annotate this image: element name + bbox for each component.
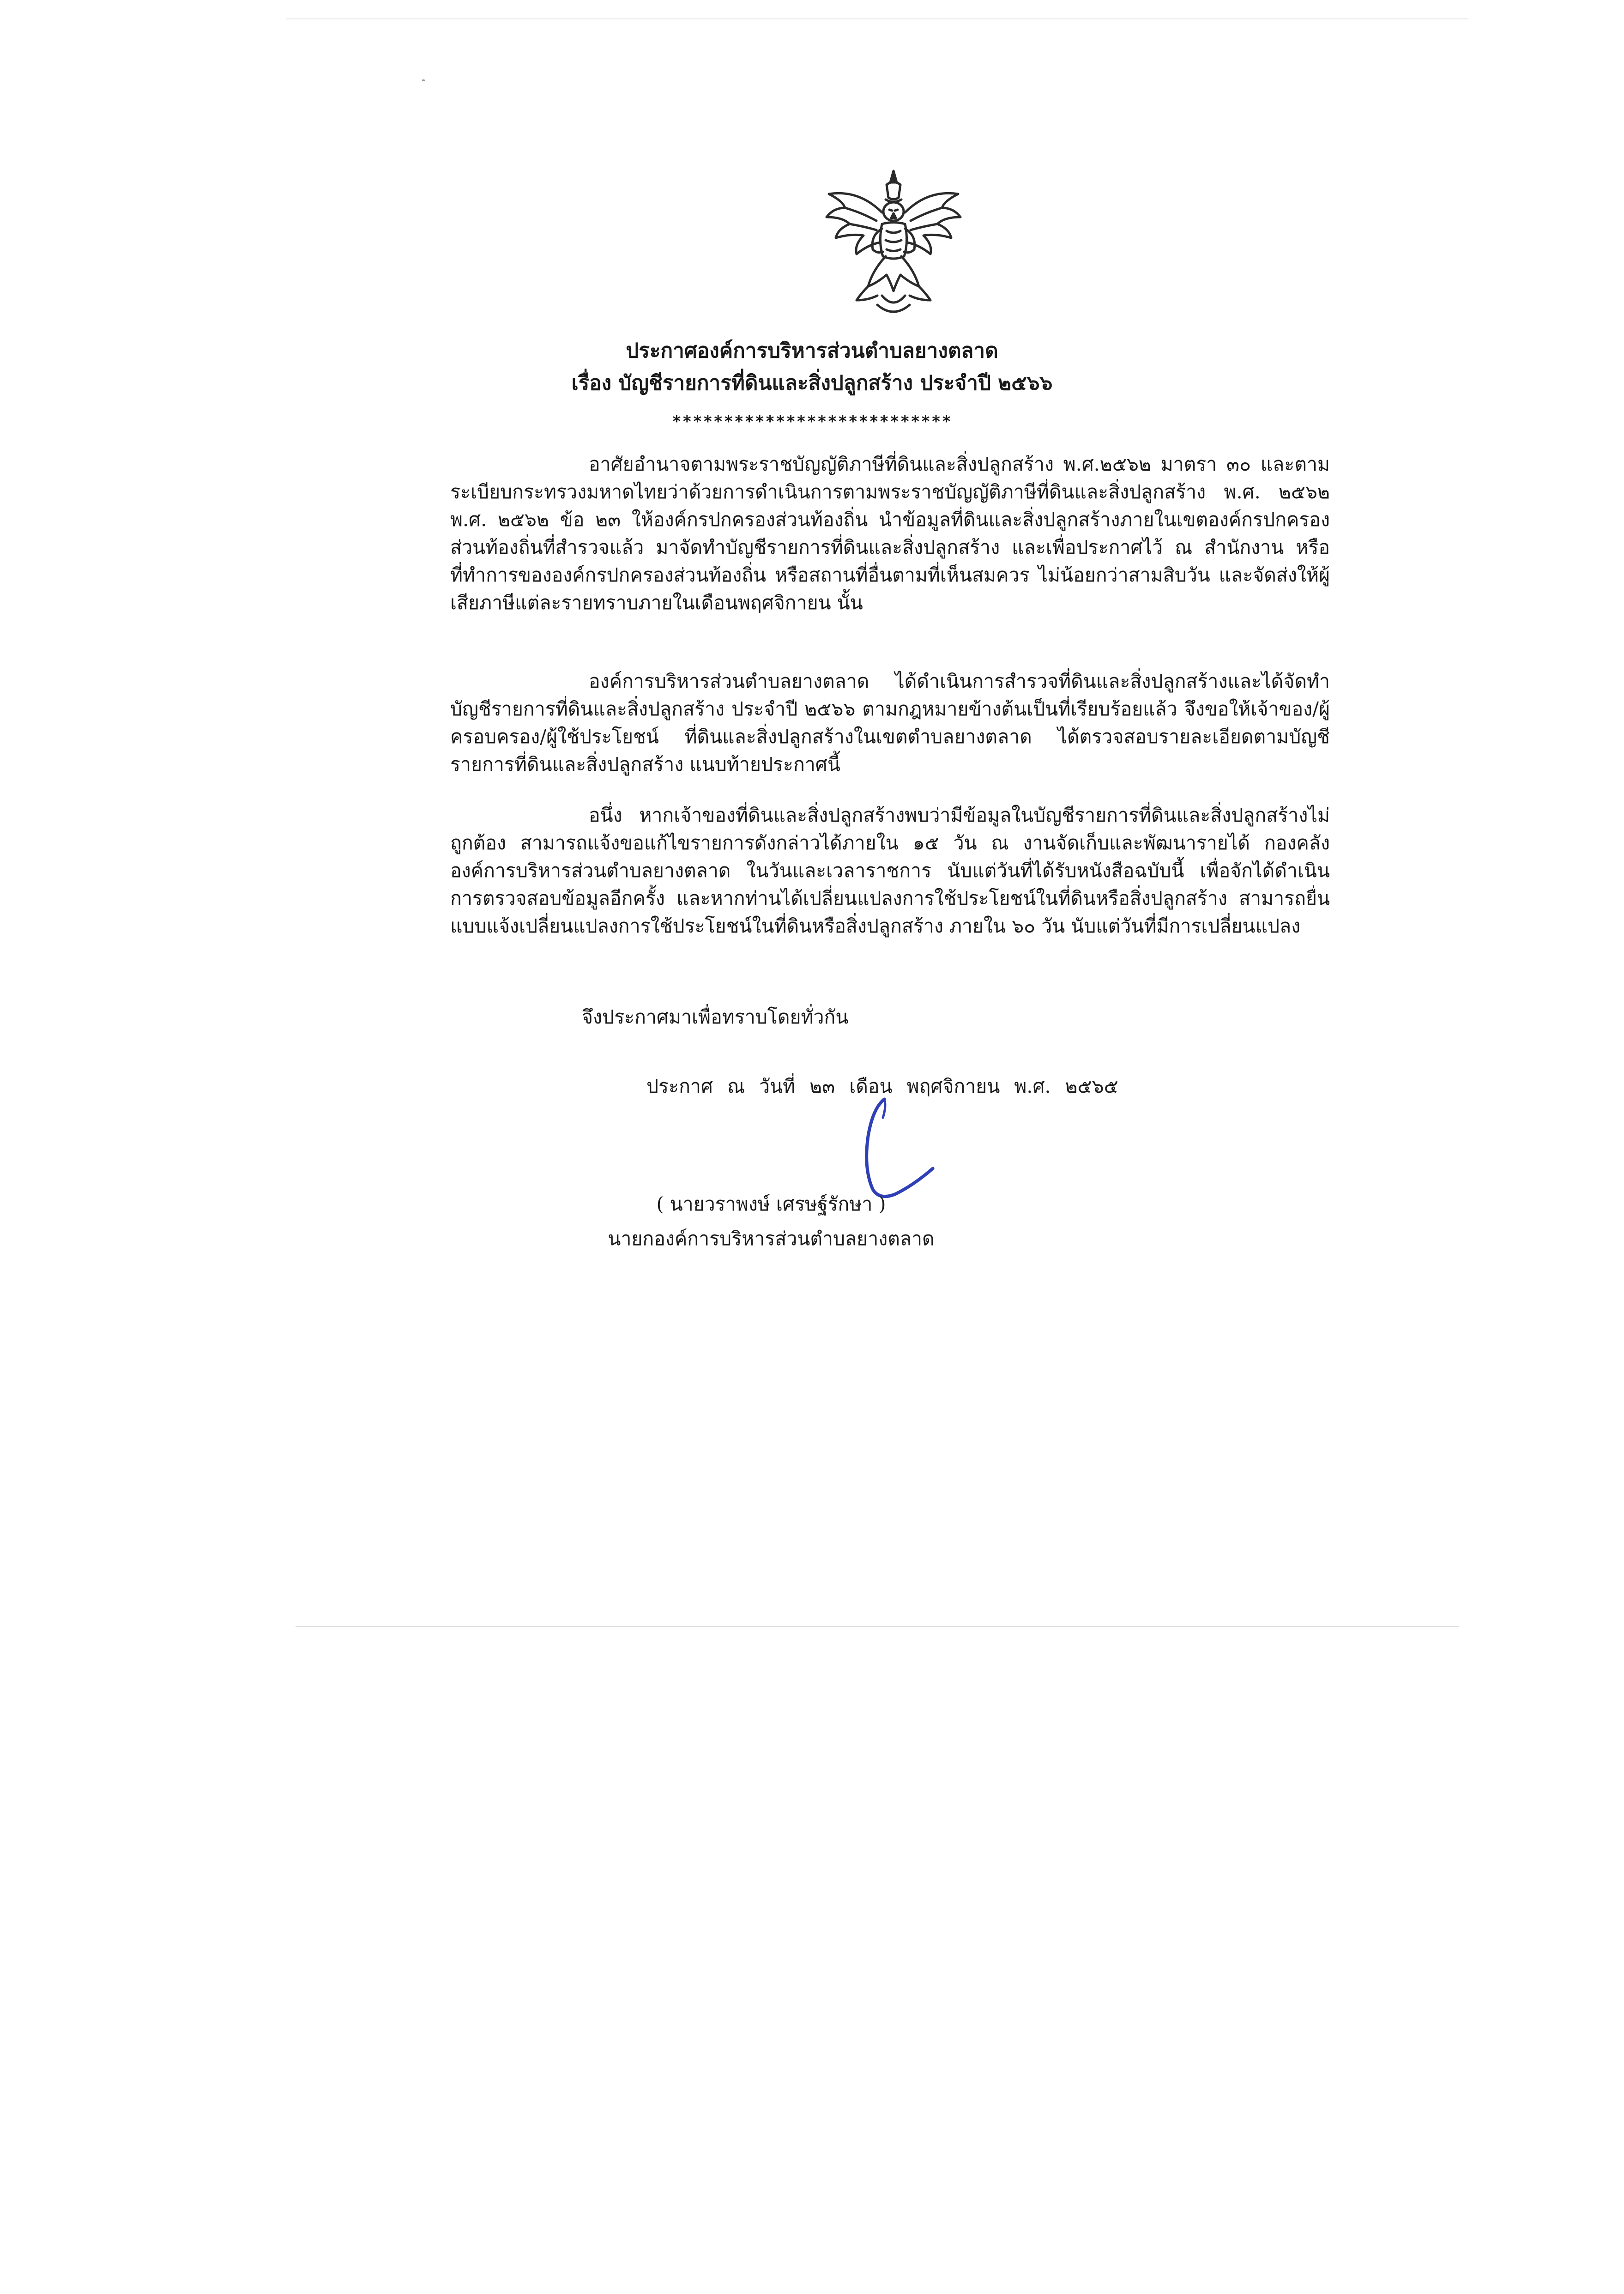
- scan-edge-bottom: [296, 1626, 1459, 1627]
- announcement-subject: เรื่อง บัญชีรายการที่ดินและสิ่งปลูกสร้าง ประจำปี ๒๕๖๖: [571, 371, 1053, 395]
- signer-name-text: ( นายวราพงษ์ เศรษฐ์รักษา ): [656, 1193, 886, 1215]
- scan-edge-top: [286, 18, 1468, 19]
- body-paragraph: อนึ่ง หากเจ้าของที่ดินและสิ่งปลูกสร้างพบว่ามีข้อมูลในบัญชีรายการที่ดินและสิ่งปลูกสร้างไม่ถูกต้อง สามารถแจ้งขอแก้ไขรายการดังกล่าวได้ภายใน ๑๕ วัน ณ งานจัดเก็บและพัฒนารายได้ กองคลัง องค์การบริหารส่วนตำบลยางตลาด ในวันและเวลาราชการ นับแต่วันที่ได้รับหนังสือฉบับนี้ เพื่อจักได้ดำเนินการตรวจสอบข้อมูลอีกครั้ง และหากท่านได้เปลี่ยนแปลงการใช้ประโยชน์ในที่ดินหรือสิ่งปลูกสร้าง สามารถยื่นแบบแจ้งเปลี่ยนแปลงการใช้ประโยชน์ในที่ดินหรือสิ่งปลูกสร้าง ภายใน ๖๐ วัน นับแต่วันที่มีการเปลี่ยนแปลง: [450, 804, 1330, 937]
- separator-stars: ***************************: [672, 412, 952, 431]
- announcement-title: ประกาศองค์การบริหารส่วนตำบลยางตลาด: [626, 339, 998, 363]
- signer-name: [0, 1189, 1624, 1219]
- signer-position: นายกองค์การบริหารส่วนตำบลยางตลาด: [608, 1228, 935, 1250]
- body-paragraph: องค์การบริหารส่วนตำบลยางตลาด ได้ดำเนินการสำรวจที่ดินและสิ่งปลูกสร้างและได้จัดทำบัญชีรายการที่ดินและสิ่งปลูกสร้าง ประจำปี ๒๕๖๖ ตามกฎหมายข้างต้นเป็นที่เรียบร้อยแล้ว จึงขอให้เจ้าของ/ผู้ครอบครอง/ผู้ใช้ประโยชน์ ที่ดินและสิ่งปลูกสร้างในเขตตำบลยางตลาด ได้ตรวจสอบรายละเอียดตามบัญชีรายการที่ดินและสิ่งปลูกสร้าง แนบท้ายประกาศนี้: [450, 670, 1330, 775]
- closing-line: จึงประกาศมาเพื่อทราบโดยทั่วกัน: [582, 1006, 849, 1028]
- garuda-emblem-icon: [817, 162, 970, 323]
- body-paragraph: อาศัยอำนาจตามพระราชบัญญัติภาษีที่ดินและสิ่งปลูกสร้าง พ.ศ.๒๕๖๒ มาตรา ๓๐ และตามระเบียบกระทรวงมหาดไทยว่าด้วยการดำเนินการตามพระราชบัญญัติภาษีที่ดินและสิ่งปลูกสร้าง พ.ศ. ๒๕๖๒ พ.ศ. ๒๕๖๒ ข้อ ๒๓ ให้องค์กรปกครองส่วนท้องถิ่น นำข้อมูลที่ดินและสิ่งปลูกสร้างภายในเขตองค์กรปกครองส่วนท้องถิ่นที่สำรวจแล้ว มาจัดทำบัญชีรายการที่ดินและสิ่งปลูกสร้าง และเพื่อประกาศไว้ ณ สำนักงาน หรือที่ทำการขององค์กรปกครองส่วนท้องถิ่น หรือสถานที่อื่นตามที่เห็นสมควร ไม่น้อยกว่าสามสิบวัน และจัดส่งให้ผู้เสียภาษีแต่ละรายทราบภายในเดือนพฤศจิกายน นั้น: [450, 453, 1330, 614]
- scan-speck: [422, 79, 425, 81]
- announcement-date: ประกาศ ณ วันที่ ๒๓ เดือน พฤศจิกายน พ.ศ. ๒๕๖๕: [646, 1075, 1118, 1097]
